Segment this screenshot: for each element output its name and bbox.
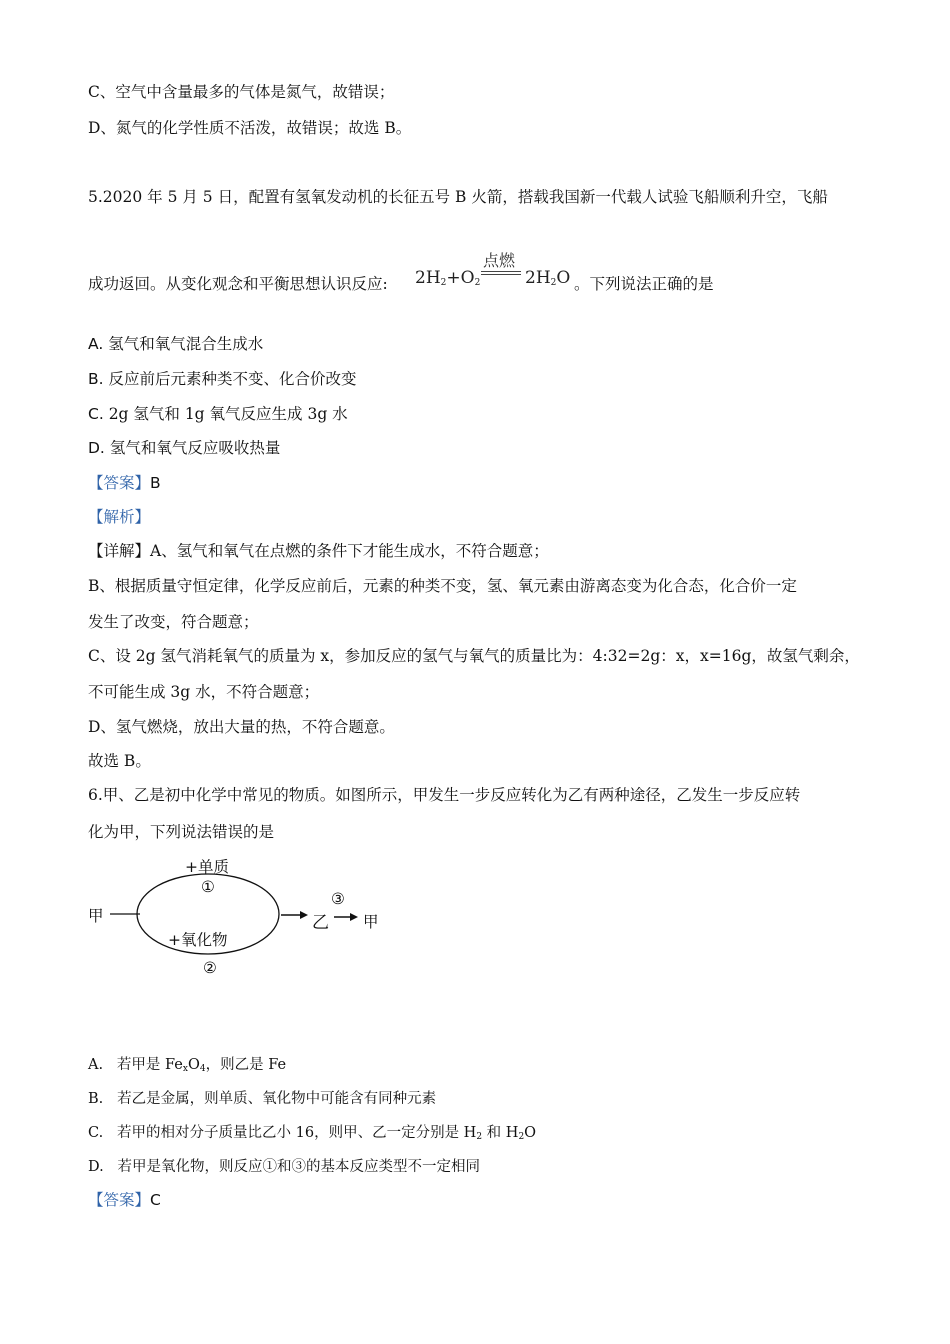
q5-detail-c2: 不可能生成 3g 水，不符合题意； bbox=[88, 683, 320, 701]
q5-stem-prefix: 成功返回。从变化观念和平衡思想认识反应: bbox=[88, 275, 388, 293]
q5-detail-c1: C、设 2g 氢气消耗氧气的质量为 x，参加反应的氢气与氧气的质量比为：4:32=2g：x，x=16g，故氢气剩余， bbox=[88, 647, 860, 665]
q5-option-d: D. 氢气和氧气反应吸收热量 bbox=[88, 439, 281, 457]
q5-analysis-tag: 【解析】 bbox=[88, 508, 151, 526]
q5-detail-b2: 发生了改变，符合题意； bbox=[88, 613, 259, 631]
equals-line-top bbox=[481, 271, 521, 272]
step3-number: ③ bbox=[331, 890, 345, 908]
q5-detail-a: 【详解】A、氢气和氧气在点燃的条件下才能生成水，不符合题意； bbox=[88, 542, 549, 560]
q6-stem-line1: 6.甲、乙是初中化学中常见的物质。如图所示，甲发生一步反应转化为乙有两种途径，乙发生一步反应转 bbox=[88, 786, 801, 804]
analysis-line-d: D、氮气的化学性质不活泼，故错误；故选 B。 bbox=[88, 119, 412, 137]
arrow-step3-head bbox=[350, 913, 358, 921]
analysis-line-c: C、空气中含量最多的气体是氮气，故错误； bbox=[88, 83, 395, 101]
middle-yi: 乙 bbox=[312, 913, 329, 933]
q6-option-d: D. 若甲是氧化物，则反应①和③的基本反应类型不一定相同 bbox=[88, 1159, 481, 1175]
q6-option-b: B. 若乙是金属，则单质、氧化物中可能含有同种元素 bbox=[88, 1091, 437, 1107]
reaction-condition: 点燃 bbox=[483, 251, 516, 270]
q5-option-a: A. 氢气和氧气混合生成水 bbox=[88, 335, 264, 353]
arrow-to-yi-head bbox=[300, 911, 308, 919]
q6-answer: 【答案】C bbox=[88, 1191, 161, 1209]
q6-option-c: C. 若甲的相对分子质量比乙小 16，则甲、乙一定分别是 $H_2$ 和 $H_2O$ bbox=[88, 1125, 537, 1142]
start-jia: 甲 bbox=[88, 907, 104, 925]
equation-rhs: $2H_2O$ bbox=[525, 268, 571, 288]
diagram-lines bbox=[88, 852, 398, 987]
q6-option-a: A. 若甲是 $Fe_xO_4$，则乙是 Fe bbox=[88, 1057, 287, 1074]
q5-stem-suffix: 。下列说法正确的是 bbox=[574, 275, 714, 293]
q5-option-c: C. 2g 氢气和 1g 氧气反应生成 3g 水 bbox=[88, 405, 348, 423]
q5-option-b: B. 反应前后元素种类不变、化合价改变 bbox=[88, 370, 357, 388]
q5-detail-d: D、氢气燃烧，放出大量的热，不符合题意。 bbox=[88, 718, 395, 736]
equals-line-bottom bbox=[481, 274, 521, 275]
q6-stem-line2: 化为甲，下列说法错误的是 bbox=[88, 823, 275, 841]
q5-detail-b1: B、根据质量守恒定律，化学反应前后，元素的种类不变，氢、氧元素由游离态变为化合态，化合价一定 bbox=[88, 577, 797, 595]
bottom-path-label: +氧化物 bbox=[168, 931, 228, 949]
q5-answer: 【答案】B bbox=[88, 474, 161, 492]
q5-stem-line1: 5.2020 年 5 月 5 日，配置有氢氧发动机的长征五号 B 火箭，搭载我国新一代载人试验飞船顺利升空，飞船 bbox=[88, 188, 828, 206]
top-path-label: +单质 bbox=[185, 858, 229, 876]
top-path-number: ① bbox=[201, 878, 215, 896]
end-jia: 甲 bbox=[363, 913, 379, 931]
equation-lhs: $2H_2+O_2$ bbox=[415, 268, 481, 288]
bottom-path-number: ② bbox=[203, 959, 217, 977]
q5-conclusion: 故选 B。 bbox=[88, 752, 151, 770]
chemical-equation bbox=[415, 251, 575, 298]
